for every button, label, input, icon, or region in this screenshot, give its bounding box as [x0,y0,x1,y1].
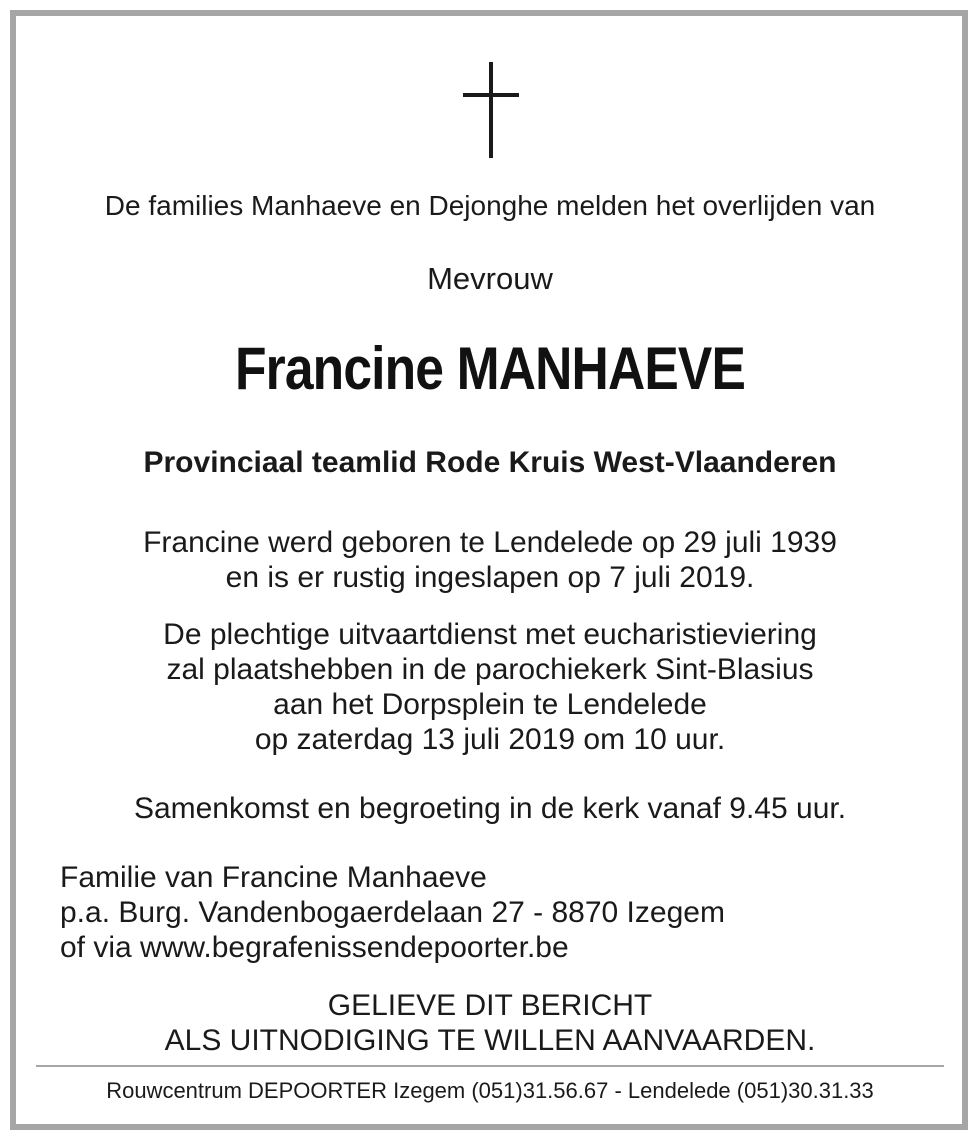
footer-divider [36,1065,944,1067]
family-line: p.a. Burg. Vandenbogaerdelaan 27 - 8870 Izegem [60,896,725,929]
service-line: op zaterdag 13 juli 2019 om 10 uur. [254,723,726,756]
birth-line: en is er rustig ingeslapen op 7 juli 2019. [225,561,755,594]
funeral-home-footer: Rouwcentrum DEPOORTER Izegem (051)31.56.67 - Lendelede (051)30.31.33 [106,1078,874,1103]
service-paragraph [0,617,980,757]
request-text [0,988,980,1058]
service-line: zal plaatshebben in de parochiekerk Sint-Blasius [166,653,814,686]
birth-paragraph [0,525,980,595]
request-line: GELIEVE DIT BERICHT [327,989,653,1022]
family-line: of via www.begrafenissendepoorter.be [60,931,569,964]
service-line: De plechtige uitvaartdienst met eucharistieviering [163,618,817,651]
birth-line: Francine werd geboren te Lendelede op 29 juli 1939 [143,526,837,559]
service-line: aan het Dorpsplein te Lendelede [273,688,707,721]
meeting-text: Samenkomst en begroeting in de kerk vanaf 9.45 uur. [133,792,847,825]
intro-text: De families Manhaeve en Dejonghe melden het overlijden van [104,190,876,221]
deceased-name: Francine MANHAEVE [234,335,746,402]
request-line: ALS UITNODIGING TE WILLEN AANVAARDEN. [164,1024,816,1057]
family-address [60,860,725,965]
cross-icon [463,62,519,158]
honorific-title: Mevrouw [427,261,553,296]
role-subtitle: Provinciaal teamlid Rode Kruis West-Vlaanderen [143,446,837,479]
family-line: Familie van Francine Manhaeve [60,861,487,894]
